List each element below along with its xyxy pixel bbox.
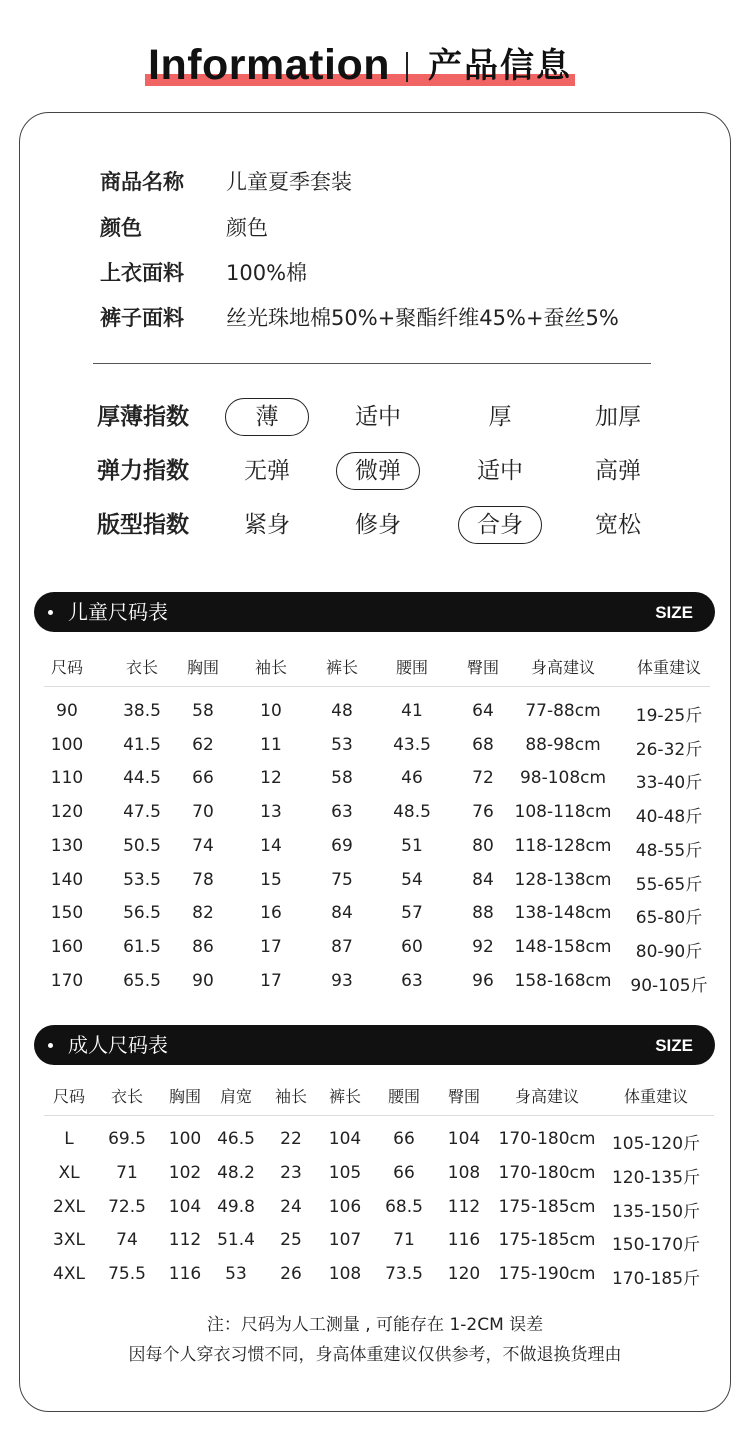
table-cell: 65.5 — [123, 970, 161, 991]
table-cell: 102 — [168, 1162, 202, 1183]
table-header-cell: 衣长 — [110, 1087, 143, 1106]
table-cell: 90-105斤 — [630, 975, 708, 996]
table-cell: 70 — [192, 802, 214, 823]
section-divider — [93, 363, 651, 364]
table-cell: 170-180cm — [498, 1162, 596, 1183]
table-cell: 69.5 — [108, 1129, 146, 1149]
size-tag: SIZE — [655, 603, 693, 622]
info-value: 颜色 — [226, 216, 268, 240]
table-cell: 75 — [331, 869, 353, 890]
index-option: 厚 — [488, 404, 512, 430]
table-cell: 120-135斤 — [611, 1167, 701, 1188]
table-cell: 140 — [50, 869, 84, 890]
table-cell: 110 — [50, 768, 84, 789]
table-cell: 66 — [192, 768, 214, 789]
table-cell: 12 — [260, 768, 282, 789]
table-cell: 41.5 — [123, 734, 161, 755]
table-cell: 116 — [168, 1264, 202, 1285]
info-value: 丝光珠地棉50%+聚酯纤维45%+蚕丝5% — [226, 306, 619, 330]
table-header-cell: 尺码 — [52, 1087, 85, 1106]
table-cell: 93 — [331, 970, 353, 991]
table-cell: 63 — [401, 970, 423, 991]
table-header-cell: 衣长 — [125, 658, 158, 677]
table-cell: 50.5 — [123, 835, 161, 856]
table-header-cell: 肩宽 — [219, 1087, 252, 1106]
title-english: Information — [148, 41, 390, 89]
table-header-cell: 胸围 — [168, 1087, 201, 1106]
index-row-fit — [0, 505, 750, 545]
table-cell: 92 — [472, 936, 494, 957]
table-cell: 55-65斤 — [635, 874, 703, 895]
table-cell: 116 — [447, 1230, 481, 1251]
table-cell: 100 — [50, 734, 84, 755]
table-cell: 74 — [192, 835, 214, 856]
table-cell: 80-90斤 — [635, 941, 703, 962]
table-cell: 105-120斤 — [611, 1134, 701, 1154]
table-cell: 175-185cm — [498, 1196, 596, 1217]
table-cell: 158-168cm — [514, 970, 612, 991]
table-cell: 65-80斤 — [635, 908, 703, 929]
table-cell: 128-138cm — [514, 869, 612, 890]
index-option-selected: 薄 — [225, 398, 309, 436]
table-cell: 74 — [116, 1230, 138, 1251]
table-cell: 56.5 — [123, 903, 161, 924]
table-cell: 150 — [50, 903, 84, 924]
kids-size-chart-header — [34, 592, 715, 632]
info-label: 上衣面料 — [100, 261, 184, 285]
table-cell: 62 — [192, 734, 214, 755]
table-cell: 87 — [331, 936, 353, 957]
table-cell: 60 — [401, 936, 423, 957]
note-disclaimer: 因每个人穿衣习惯不同，身高体重建议仅供参考，不做退换货理由 — [128, 1345, 622, 1365]
index-option: 紧身 — [244, 512, 290, 538]
table-cell: 100 — [168, 1129, 202, 1149]
table-cell: 15 — [260, 869, 282, 890]
table-cell: 90 — [192, 970, 214, 991]
index-option: 宽松 — [595, 512, 641, 538]
table-cell: 84 — [472, 869, 494, 890]
table-cell: 170 — [50, 970, 84, 991]
size-tag: SIZE — [655, 1036, 693, 1055]
table-cell: 2XL — [53, 1196, 85, 1217]
table-cell: 108-118cm — [514, 802, 612, 823]
table-cell: 71 — [393, 1230, 415, 1251]
table-cell: 82 — [192, 903, 214, 924]
table-cell: 41 — [401, 701, 423, 721]
table-cell: 148-158cm — [514, 936, 612, 957]
info-label: 商品名称 — [100, 170, 184, 194]
table-cell: 47.5 — [123, 802, 161, 823]
table-cell: 72 — [472, 768, 494, 789]
table-cell: 73.5 — [385, 1264, 423, 1285]
table-cell: 175-190cm — [498, 1264, 596, 1285]
table-cell: 68 — [472, 734, 494, 755]
table-cell: 112 — [168, 1230, 202, 1251]
table-header-cell: 身高建议 — [530, 658, 595, 677]
table-cell: 170-185斤 — [611, 1269, 701, 1290]
table-cell: 105 — [328, 1162, 362, 1183]
index-label: 弹力指数 — [97, 458, 189, 484]
table-header-cell: 体重建议 — [623, 1087, 688, 1106]
table-header-cell: 臀围 — [466, 658, 499, 677]
table-cell: 135-150斤 — [611, 1201, 701, 1222]
table-header-cell: 腰围 — [387, 1087, 420, 1106]
table-cell: 98-108cm — [519, 768, 607, 789]
table-cell: 104 — [168, 1196, 202, 1217]
table-cell: 84 — [331, 903, 353, 924]
info-value: 100%棉 — [226, 261, 308, 285]
table-header-cell: 尺码 — [50, 658, 83, 677]
table-cell: 4XL — [53, 1264, 85, 1285]
table-cell: 51 — [401, 835, 423, 856]
table-cell: 23 — [280, 1162, 302, 1183]
table-cell: 26-32斤 — [635, 739, 703, 760]
table-header-cell: 身高建议 — [514, 1087, 579, 1106]
info-label: 裤子面料 — [100, 306, 184, 330]
table-cell: 61.5 — [123, 936, 161, 957]
info-value: 儿童夏季套装 — [226, 170, 352, 194]
table-cell: 43.5 — [393, 734, 431, 755]
info-label: 颜色 — [100, 216, 142, 240]
table-cell: 26 — [280, 1264, 302, 1285]
table-cell: 108 — [447, 1162, 481, 1183]
table-cell: 107 — [328, 1230, 362, 1251]
table-cell: 69 — [331, 835, 353, 856]
index-option-selected: 合身 — [458, 506, 542, 544]
table-cell: 76 — [472, 802, 494, 823]
table-header-rule — [44, 686, 710, 687]
table-cell: L — [64, 1129, 74, 1149]
index-option: 加厚 — [595, 404, 641, 430]
table-cell: 46 — [401, 768, 423, 789]
table-cell: 58 — [331, 768, 353, 789]
table-cell: 54 — [401, 869, 423, 890]
table-header-cell: 体重建议 — [636, 658, 701, 677]
table-cell: 90 — [56, 701, 78, 721]
page-header — [0, 40, 750, 100]
table-header-cell: 袖长 — [254, 658, 287, 677]
title-chinese: 产品信息 — [428, 46, 572, 86]
table-header-cell: 腰围 — [395, 658, 428, 677]
index-option: 适中 — [477, 458, 523, 484]
table-cell: 96 — [472, 970, 494, 991]
table-cell: 58 — [192, 701, 214, 721]
table-cell: 19-25斤 — [635, 706, 703, 726]
table-cell: 13 — [260, 802, 282, 823]
table-cell: 104 — [447, 1129, 481, 1149]
table-cell: 17 — [260, 970, 282, 991]
table-cell: 22 — [280, 1129, 302, 1149]
table-header-cell: 袖长 — [274, 1087, 307, 1106]
table-cell: 3XL — [53, 1230, 85, 1251]
index-label: 版型指数 — [97, 512, 189, 538]
table-cell: 150-170斤 — [611, 1235, 701, 1256]
table-cell: 46.5 — [217, 1129, 255, 1149]
table-cell: 53.5 — [123, 869, 161, 890]
table-cell: 40-48斤 — [635, 807, 703, 828]
table-cell: 53 — [225, 1264, 247, 1285]
table-cell: 11 — [260, 734, 282, 755]
table-cell: 48.2 — [217, 1162, 255, 1183]
table-cell: 80 — [472, 835, 494, 856]
table-cell: 63 — [331, 802, 353, 823]
table-cell: 49.8 — [217, 1196, 255, 1217]
index-option: 修身 — [355, 512, 401, 538]
table-cell: 77-88cm — [525, 701, 601, 721]
table-cell: 75.5 — [108, 1264, 146, 1285]
index-option: 无弹 — [244, 458, 290, 484]
table-cell: 16 — [260, 903, 282, 924]
kids-size-chart-title: 儿童尺码表 — [68, 600, 168, 624]
title-separator — [406, 52, 408, 82]
table-cell: 57 — [401, 903, 423, 924]
table-header-cell: 胸围 — [186, 658, 219, 677]
table-cell: 71 — [116, 1162, 138, 1183]
table-cell: 24 — [280, 1196, 302, 1217]
table-cell: 14 — [260, 835, 282, 856]
index-label: 厚薄指数 — [97, 404, 189, 430]
table-cell: 78 — [192, 869, 214, 890]
table-cell: 48 — [331, 701, 353, 721]
table-cell: 120 — [50, 802, 84, 823]
table-cell: 48-55斤 — [635, 840, 703, 861]
table-cell: 112 — [447, 1196, 481, 1217]
table-cell: 86 — [192, 936, 214, 957]
table-cell: 138-148cm — [514, 903, 612, 924]
table-cell: 106 — [328, 1196, 362, 1217]
table-cell: 17 — [260, 936, 282, 957]
note-measurement: 注：尺码为人工测量 , 可能存在 1-2CM 误差 — [206, 1315, 544, 1335]
table-cell: XL — [58, 1162, 80, 1183]
index-row-elasticity — [0, 451, 750, 491]
table-cell: 33-40斤 — [635, 773, 703, 794]
table-cell: 66 — [393, 1162, 415, 1183]
table-cell: 160 — [50, 936, 84, 957]
table-cell: 108 — [328, 1264, 362, 1285]
table-cell: 10 — [260, 701, 282, 721]
index-row-thickness — [0, 397, 750, 437]
table-cell: 88 — [472, 903, 494, 924]
table-cell: 130 — [50, 835, 84, 856]
table-cell: 38.5 — [123, 701, 161, 721]
table-header-cell: 裤长 — [325, 658, 358, 677]
table-cell: 25 — [280, 1230, 302, 1251]
adult-size-chart-title: 成人尺码表 — [68, 1033, 168, 1057]
index-option-selected: 微弹 — [336, 452, 420, 490]
adult-size-chart-header — [34, 1025, 715, 1065]
table-cell: 170-180cm — [498, 1129, 596, 1149]
table-cell: 48.5 — [393, 802, 431, 823]
bullet-icon — [48, 610, 53, 615]
table-cell: 72.5 — [108, 1196, 146, 1217]
index-option: 高弹 — [595, 458, 641, 484]
table-cell: 44.5 — [123, 768, 161, 789]
table-cell: 104 — [328, 1129, 362, 1149]
index-option: 适中 — [355, 404, 401, 430]
table-cell: 66 — [393, 1129, 415, 1149]
bullet-icon — [48, 1043, 53, 1048]
table-cell: 88-98cm — [525, 734, 601, 755]
table-cell: 118-128cm — [514, 835, 612, 856]
table-cell: 64 — [472, 701, 494, 721]
table-header-cell: 裤长 — [328, 1087, 361, 1106]
table-cell: 175-185cm — [498, 1230, 596, 1251]
table-cell: 68.5 — [385, 1196, 423, 1217]
table-cell: 120 — [447, 1264, 481, 1285]
table-header-rule — [44, 1115, 714, 1116]
table-header-cell: 臀围 — [447, 1087, 480, 1106]
table-cell: 51.4 — [217, 1230, 255, 1251]
table-cell: 53 — [331, 734, 353, 755]
